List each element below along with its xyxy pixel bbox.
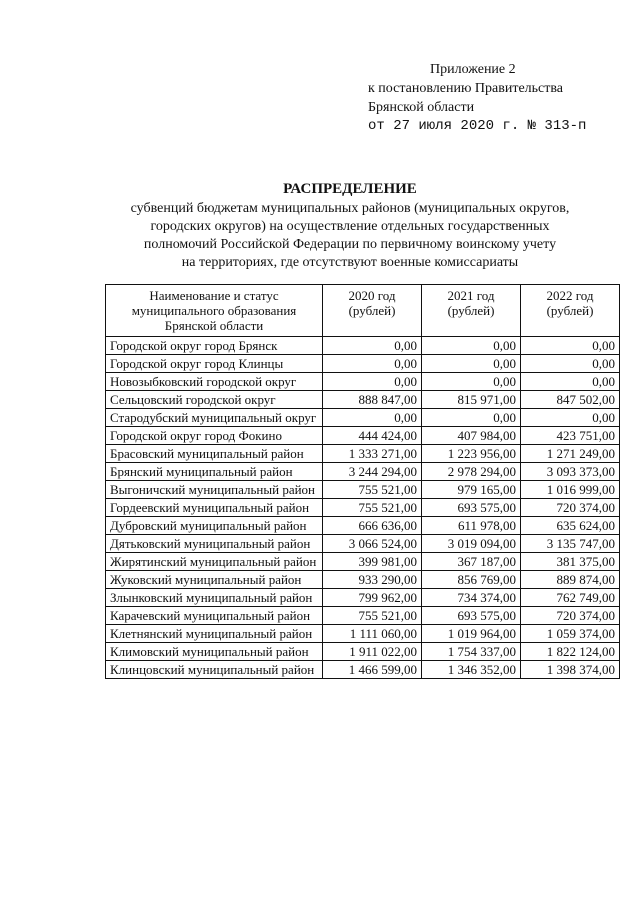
value-2020: 3 066 524,00	[323, 535, 422, 553]
value-2022: 635 624,00	[521, 517, 620, 535]
header-2022: 2022 год (рублей)	[521, 285, 620, 337]
municipality-name: Сельцовский городской округ	[106, 391, 323, 409]
value-2020: 399 981,00	[323, 553, 422, 571]
value-2022: 0,00	[521, 337, 620, 355]
header-name: Наименование и статус муниципального образования Брянской области	[106, 285, 323, 337]
value-2020: 0,00	[323, 355, 422, 373]
value-2021: 0,00	[422, 409, 521, 427]
table-row	[106, 589, 620, 607]
value-2021: 407 984,00	[422, 427, 521, 445]
value-2022: 762 749,00	[521, 589, 620, 607]
municipality-name: Климовский муниципальный район	[106, 643, 323, 661]
table-row	[106, 463, 620, 481]
value-2020: 755 521,00	[323, 499, 422, 517]
value-2021: 367 187,00	[422, 553, 521, 571]
value-2020: 3 244 294,00	[323, 463, 422, 481]
value-2020: 755 521,00	[323, 481, 422, 499]
table-row	[106, 571, 620, 589]
value-2022: 0,00	[521, 355, 620, 373]
value-2022: 720 374,00	[521, 499, 620, 517]
value-2022: 381 375,00	[521, 553, 620, 571]
table-row	[106, 643, 620, 661]
value-2022: 847 502,00	[521, 391, 620, 409]
title-line-4: на территориях, где отсутствуют военные комиссариаты	[181, 255, 519, 270]
value-2020: 888 847,00	[323, 391, 422, 409]
title-heading: РАСПРЕДЕЛЕНИЕ	[283, 181, 417, 197]
value-2022: 3 135 747,00	[521, 535, 620, 553]
municipality-name: Стародубский муниципальный округ	[106, 409, 323, 427]
table-row	[106, 625, 620, 643]
table-header-row	[106, 285, 620, 337]
value-2020: 799 962,00	[323, 589, 422, 607]
municipality-name: Жирятинский муниципальный район	[106, 553, 323, 571]
municipality-name: Жуковский муниципальный район	[106, 571, 323, 589]
table-row	[106, 481, 620, 499]
municipality-name: Клинцовский муниципальный район	[106, 661, 323, 679]
title-line-1: субвенций бюджетам муниципальных районов (муниципальных округов,	[130, 201, 570, 216]
table-row	[106, 337, 620, 355]
title-line-2: городских округов) на осуществление отдельных государственных	[150, 219, 550, 234]
value-2022: 1 059 374,00	[521, 625, 620, 643]
header-2021: 2021 год (рублей)	[422, 285, 521, 337]
value-2022: 889 874,00	[521, 571, 620, 589]
municipality-name: Дятьковский муниципальный район	[106, 535, 323, 553]
value-2021: 979 165,00	[422, 481, 521, 499]
municipality-name: Городской округ город Клинцы	[106, 355, 323, 373]
value-2021: 1 346 352,00	[422, 661, 521, 679]
municipality-name: Гордеевский муниципальный район	[106, 499, 323, 517]
value-2021: 0,00	[422, 373, 521, 391]
value-2021: 1 223 956,00	[422, 445, 521, 463]
value-2021: 3 019 094,00	[422, 535, 521, 553]
value-2021: 1 754 337,00	[422, 643, 521, 661]
table-row	[106, 535, 620, 553]
table-row	[106, 355, 620, 373]
document-title	[100, 180, 600, 272]
table-row	[106, 427, 620, 445]
municipality-name: Брянский муниципальный район	[106, 463, 323, 481]
value-2022: 1 822 124,00	[521, 643, 620, 661]
value-2021: 2 978 294,00	[422, 463, 521, 481]
municipality-name: Карачевский муниципальный район	[106, 607, 323, 625]
appendix-date-number: от 27 июля 2020 г. № 313-п	[368, 118, 587, 134]
appendix-number: Приложение 2	[430, 62, 516, 77]
municipality-name: Дубровский муниципальный район	[106, 517, 323, 535]
table-row	[106, 391, 620, 409]
value-2020: 666 636,00	[323, 517, 422, 535]
value-2020: 0,00	[323, 373, 422, 391]
value-2021: 693 575,00	[422, 499, 521, 517]
value-2022: 0,00	[521, 373, 620, 391]
table-row	[106, 607, 620, 625]
value-2020: 0,00	[323, 409, 422, 427]
value-2020: 1 333 271,00	[323, 445, 422, 463]
appendix-region: Брянской области	[368, 100, 475, 115]
municipality-name: Клетнянский муниципальный район	[106, 625, 323, 643]
municipality-name: Выгоничский муниципальный район	[106, 481, 323, 499]
municipality-name: Новозыбковский городской округ	[106, 373, 323, 391]
appendix-note	[368, 60, 586, 136]
value-2021: 815 971,00	[422, 391, 521, 409]
table-body	[106, 337, 620, 679]
municipality-name: Городской округ город Брянск	[106, 337, 323, 355]
distribution-table	[105, 284, 620, 679]
municipality-name: Злынковский муниципальный район	[106, 589, 323, 607]
table-row	[106, 499, 620, 517]
municipality-name: Городской округ город Фокино	[106, 427, 323, 445]
table-row	[106, 553, 620, 571]
value-2022: 1 016 999,00	[521, 481, 620, 499]
value-2022: 1 271 249,00	[521, 445, 620, 463]
value-2021: 1 019 964,00	[422, 625, 521, 643]
value-2022: 720 374,00	[521, 607, 620, 625]
value-2021: 0,00	[422, 355, 521, 373]
value-2021: 856 769,00	[422, 571, 521, 589]
value-2022: 3 093 373,00	[521, 463, 620, 481]
value-2020: 933 290,00	[323, 571, 422, 589]
municipality-name: Брасовский муниципальный район	[106, 445, 323, 463]
table-row	[106, 445, 620, 463]
value-2021: 0,00	[422, 337, 521, 355]
table-row	[106, 409, 620, 427]
value-2020: 444 424,00	[323, 427, 422, 445]
table-row	[106, 661, 620, 679]
table-row	[106, 517, 620, 535]
value-2022: 423 751,00	[521, 427, 620, 445]
header-2020: 2020 год (рублей)	[323, 285, 422, 337]
value-2020: 1 911 022,00	[323, 643, 422, 661]
value-2020: 1 466 599,00	[323, 661, 422, 679]
value-2020: 0,00	[323, 337, 422, 355]
value-2022: 0,00	[521, 409, 620, 427]
value-2021: 693 575,00	[422, 607, 521, 625]
value-2021: 734 374,00	[422, 589, 521, 607]
value-2022: 1 398 374,00	[521, 661, 620, 679]
value-2021: 611 978,00	[422, 517, 521, 535]
title-line-3: полномочий Российской Федерации по первичному воинскому учету	[143, 237, 557, 252]
appendix-resolution: к постановлению Правительства	[368, 81, 564, 96]
table-row	[106, 373, 620, 391]
value-2020: 755 521,00	[323, 607, 422, 625]
value-2020: 1 111 060,00	[323, 625, 422, 643]
